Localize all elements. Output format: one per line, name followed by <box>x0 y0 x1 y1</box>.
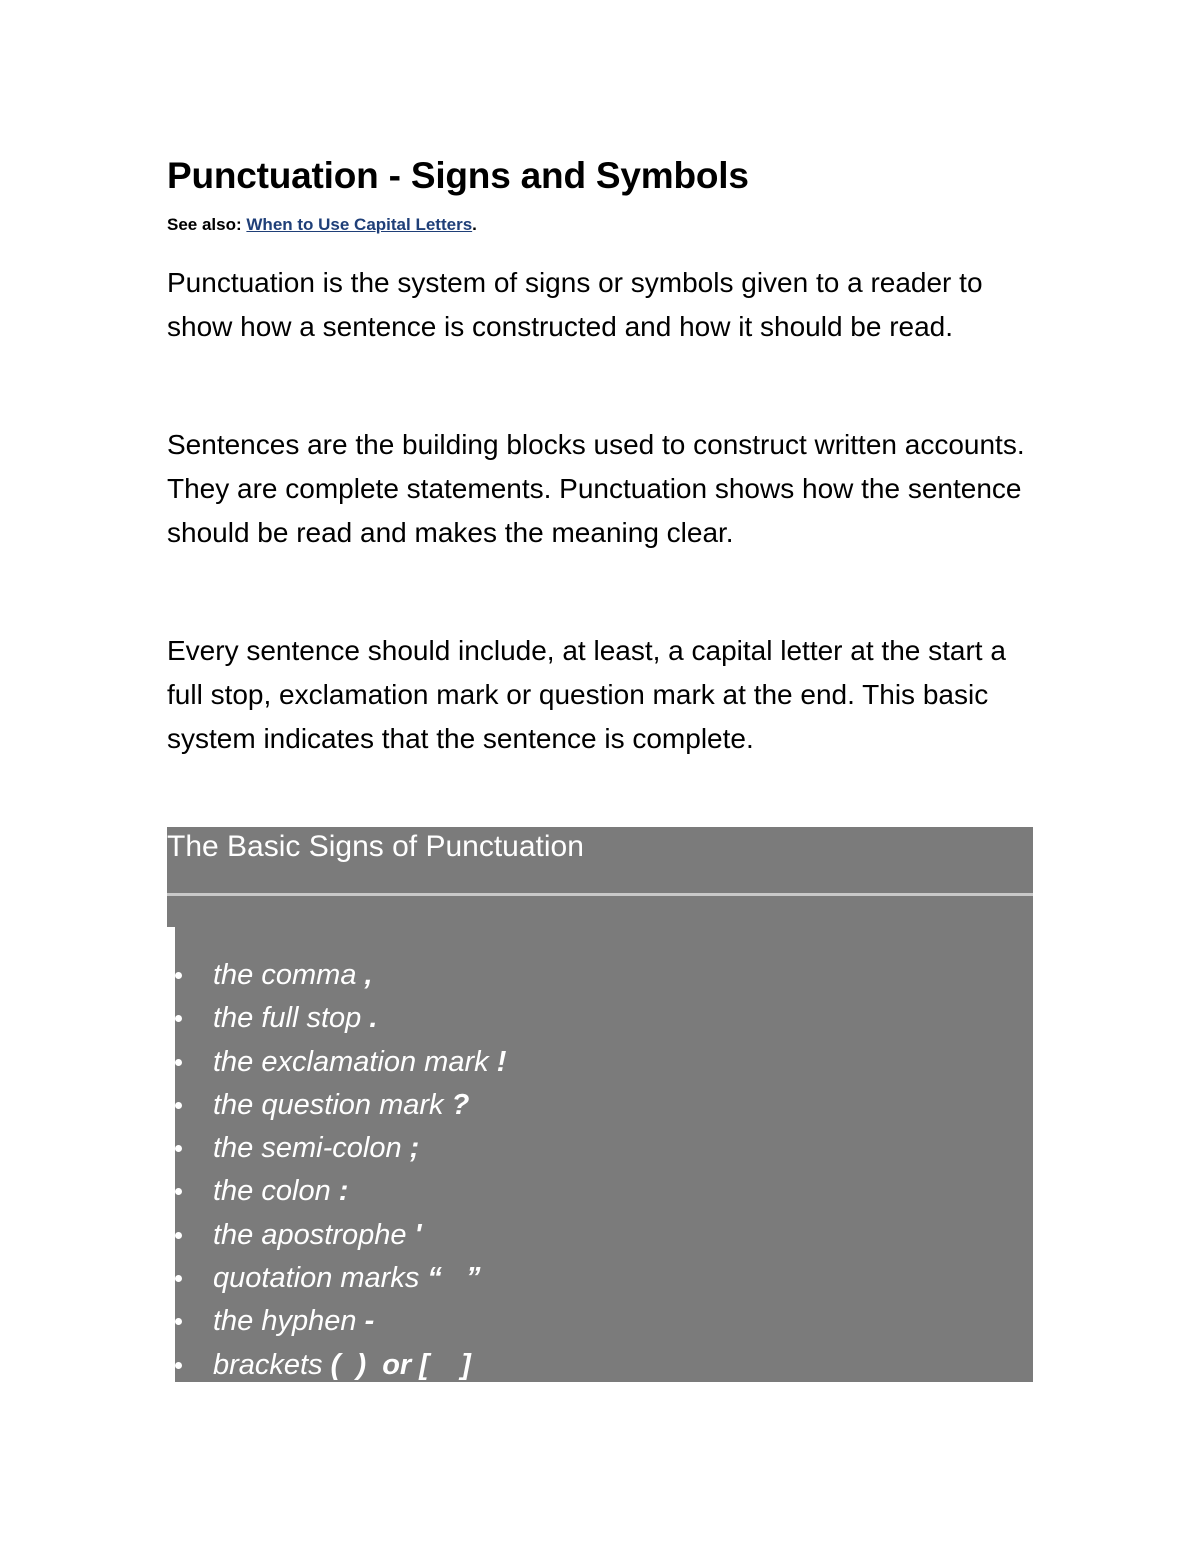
item-symbol: ( ) or [ ] <box>330 1348 471 1381</box>
paragraph-capital-letter: Every sentence should include, at least, a capital letter at the start a full stop, exclamation mark or question mark at the end. This basic system indicates that the sentence is complete. <box>167 635 1006 754</box>
item-symbol: ; <box>409 1132 420 1165</box>
capital-letters-link[interactable]: When to Use Capital Letters <box>246 215 473 234</box>
bullet-icon <box>175 1015 182 1022</box>
bullet-icon <box>175 1362 182 1369</box>
signs-box-title: The Basic Signs of Punctuation <box>167 830 584 863</box>
item-label: brackets <box>213 1348 323 1381</box>
item-label: the exclamation mark <box>213 1045 489 1078</box>
item-symbol: “ ” <box>427 1262 481 1295</box>
signs-box-list <box>175 927 1033 1382</box>
bullet-icon <box>175 1275 182 1282</box>
item-label: the semi-colon <box>213 1132 402 1165</box>
paragraph-intro: Punctuation is the system of signs or symbols given to a reader to show how a sentence is constructed and how it should be read. <box>167 267 983 342</box>
item-label: the full stop <box>213 1002 362 1035</box>
item-symbol: ? <box>451 1088 470 1121</box>
item-symbol: . <box>369 1002 378 1035</box>
bullet-icon <box>175 1188 182 1195</box>
signs-box-header <box>167 827 1033 927</box>
bullet-icon <box>175 1318 182 1325</box>
paragraph-sentences: Sentences are the building blocks used to construct written accounts. They are complete statements. Punctuation shows how the sentence should be read and makes the meaning clear. <box>167 429 1025 548</box>
item-symbol: : <box>338 1175 349 1208</box>
bullet-icon <box>175 972 182 979</box>
bullet-icon <box>175 1102 182 1109</box>
item-label: the question mark <box>213 1088 444 1121</box>
see-also-line <box>167 213 477 237</box>
bullet-icon <box>175 1059 182 1066</box>
bullet-icon <box>175 1145 182 1152</box>
item-symbol: ' <box>414 1218 422 1251</box>
signs-box-divider <box>167 893 1033 896</box>
item-symbol: , <box>364 959 373 991</box>
item-label: the colon <box>213 1175 331 1208</box>
item-label: the apostrophe <box>213 1218 407 1251</box>
page-title: Punctuation - Signs and Symbols <box>167 155 749 196</box>
bullet-icon <box>175 1232 182 1239</box>
item-label: quotation marks <box>213 1262 420 1295</box>
see-also-prefix: See also: <box>167 215 242 234</box>
item-label: the hyphen <box>213 1305 357 1338</box>
item-symbol: - <box>364 1305 375 1338</box>
item-symbol: ! <box>496 1045 507 1078</box>
item-label: the comma <box>213 959 357 991</box>
see-also-suffix: . <box>472 215 477 234</box>
